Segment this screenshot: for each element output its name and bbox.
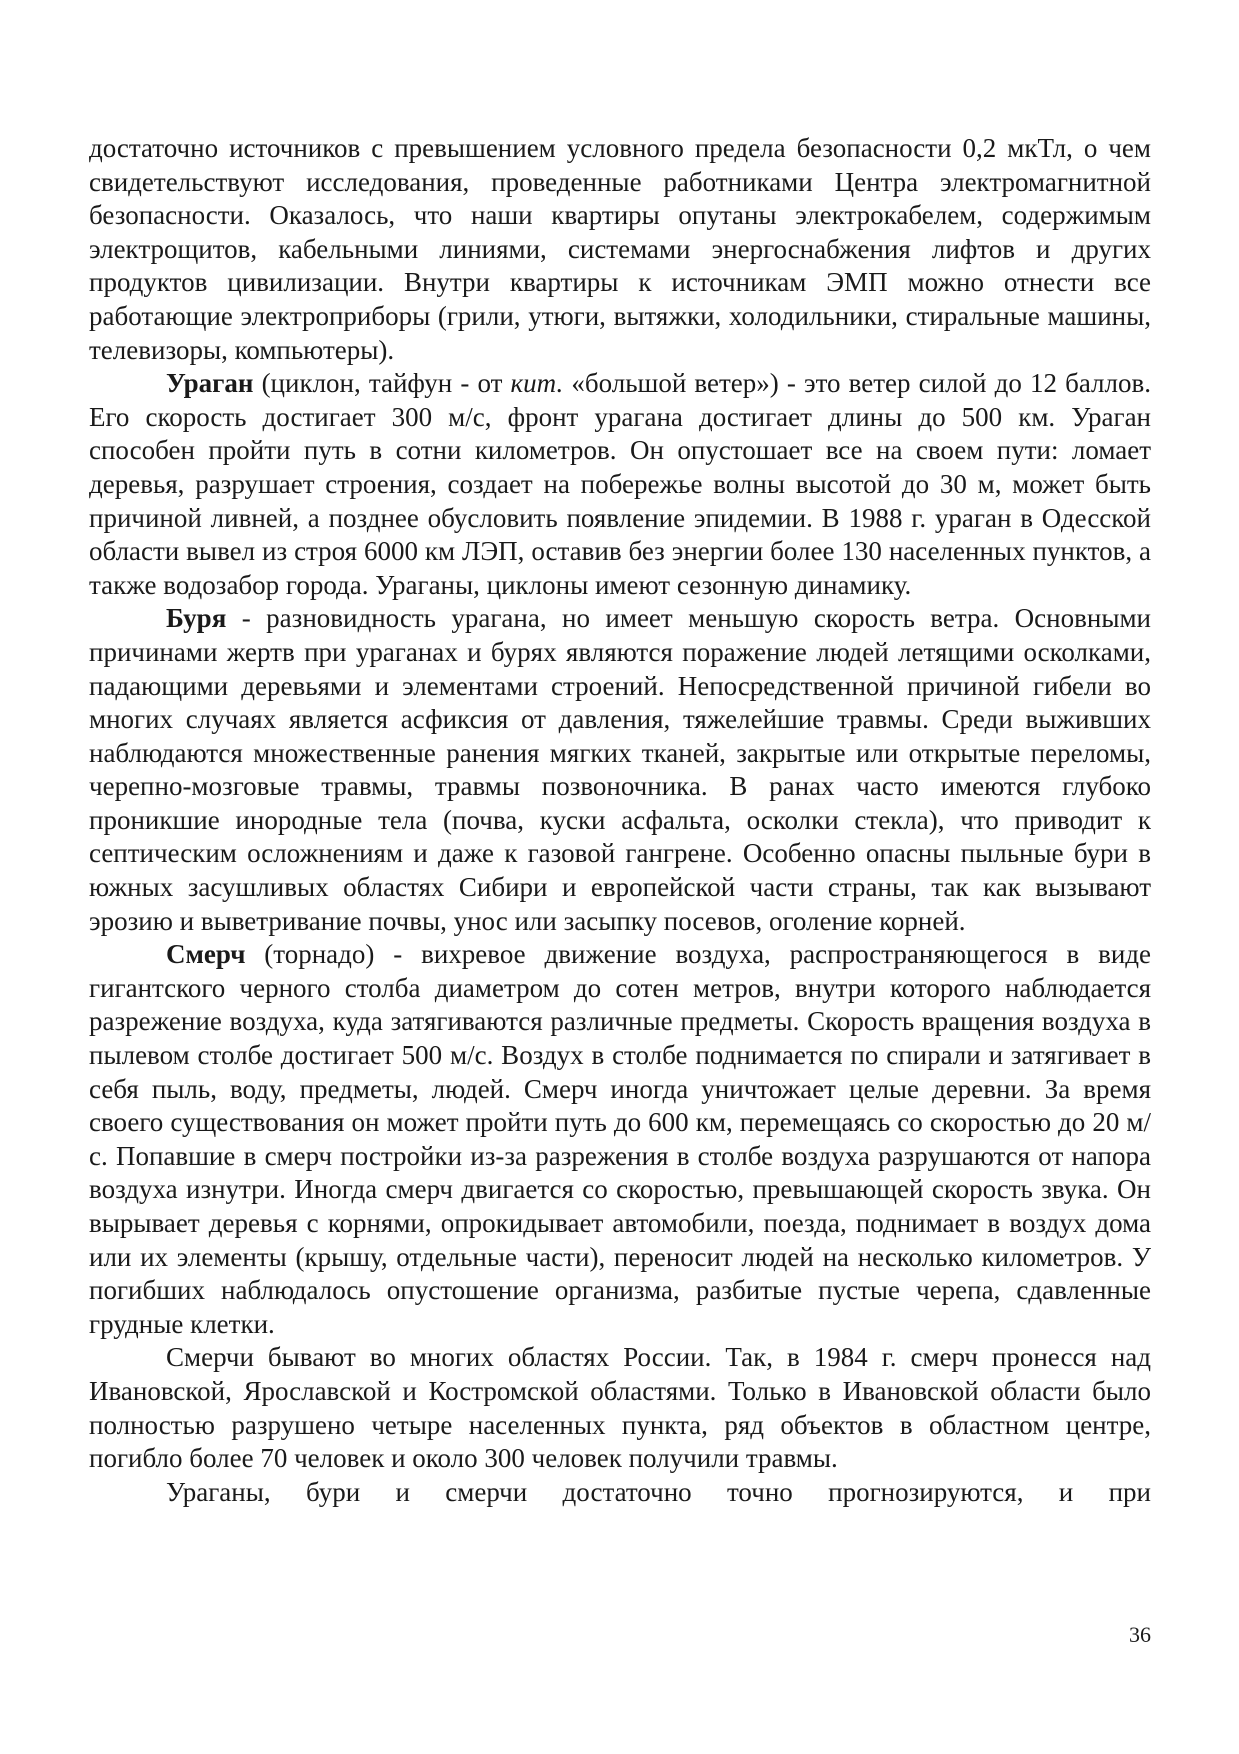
paragraph-tornado xyxy=(89,938,1151,1341)
document-body xyxy=(89,132,1151,1509)
paragraph-tornado-russia xyxy=(89,1341,1151,1475)
paragraph-text: достаточно источников с превышением условного предела безопасности 0,2 мкТл, о чем свидетельствуют исследования, проведенные работниками Центра электромагнитной безопасности. Оказалось, что наши квартиры опутаны электрокабелем, содержимым электрощитов, кабельными линиями, системами энергоснабжения лифтов и других продуктов цивилизации. Внутри квартиры к источникам ЭМП можно отнести все работающие электроприборы (грили, утюги, вытяжки, холодильники, стиральные машины, телевизоры, компьютеры). xyxy=(89,133,1151,365)
paragraph-storm xyxy=(89,602,1151,938)
paragraph-text: Смерчи бывают во многих областях России. Так, в 1984 г. смерч пронесся над Ивановской, Ярославской и Костромской областями. Только в Ивановской области было полностью разрушено четыре населенных пункта, ряд объектов в областном центре, погибло более 70 человек и около 300 человек получили травмы. xyxy=(89,1342,1151,1474)
paragraph-text: (торнадо) - вихревое движение воздуха, распространяющегося в виде гигантского черного столба диаметром до сотен метров, внутри которого наблюдается разрежение воздуха, куда затягиваются различные предметы. Скорость вращения воздуха в пылевом столбе достигает 500 м/с. Воздух в столбе поднимается по спирали и затягивает в себя пыль, воду, предметы, людей. Смерч иногда уничтожает целые деревни. За время своего существования он может пройти путь до 600 км, перемещаясь со скоростью до 20 м/с. Попавшие в смерч постройки из-за разрежения в столбе воздуха разрушаются от напора воздуха изнутри. Иногда смерч двигается со скоростью, превышающей скорость звука. Он вырывает деревья с корнями, опрокидывает автомобили, поезда, поднимает в воздух дома или их элементы (крышу, отдельные части), переносит людей на несколько километров. У погибших наблюдалось опустошение организма, разбитые пустые черепа, сдавленные грудные клетки. xyxy=(89,939,1151,1339)
term-hurricane: Ураган xyxy=(166,368,254,399)
paragraph-forecast xyxy=(89,1476,1151,1510)
paragraph-hurricane xyxy=(89,367,1151,602)
paragraph-text: Ураганы, бури и смерчи достаточно точно прогнозируются, и при xyxy=(166,1476,1151,1507)
paragraph-emf-sources xyxy=(89,132,1151,367)
italic-abbreviation: кит. xyxy=(510,368,564,399)
term-tornado: Смерч xyxy=(166,939,246,970)
paragraph-text: «большой ветер») - это ветер силой до 12 баллов. Его скорость достигает 300 м/с, фронт урагана достигает длины до 500 км. Ураган способен пройти путь в сотни километров. Он опустошает все на своем пути: ломает деревья, разрушает строения, создает на побережье волны высотой до 30 м, может быть причиной ливней, а позднее обусловить появление эпидемии. В 1988 г. ураган в Одесской области вывел из строя 6000 км ЛЭП, оставив без энергии более 130 населенных пунктов, а также водозабор города. Ураганы, циклоны имеют сезонную динамику. xyxy=(89,368,1151,600)
paragraph-text: - разновидность урагана, но имеет меньшую скорость ветра. Основными причинами жертв при ураганах и бурях являются поражение людей летящими осколками, падающими деревьями и элементами строений. Непосредственной причиной гибели во многих случаях является асфиксия от давления, тяжелейшие травмы. Среди выживших наблюдаются множественные ранения мягких тканей, закрытые или открытые переломы, черепно-мозговые травмы, травмы позвоночника. В ранах часто имеются глубоко проникшие инородные тела (почва, куски асфальта, осколки стекла), что приводит к септическим осложнениям и даже к газовой гангрене. Особенно опасны пыльные бури в южных засушливых областях Сибири и европейской части страны, так как вызывают эрозию и выветривание почвы, унос или засыпку посевов, оголение корней. xyxy=(89,603,1151,936)
paragraph-text: (циклон, тайфун - от xyxy=(253,368,511,399)
page-number: 36 xyxy=(1129,1622,1151,1647)
term-storm: Буря xyxy=(166,603,227,634)
